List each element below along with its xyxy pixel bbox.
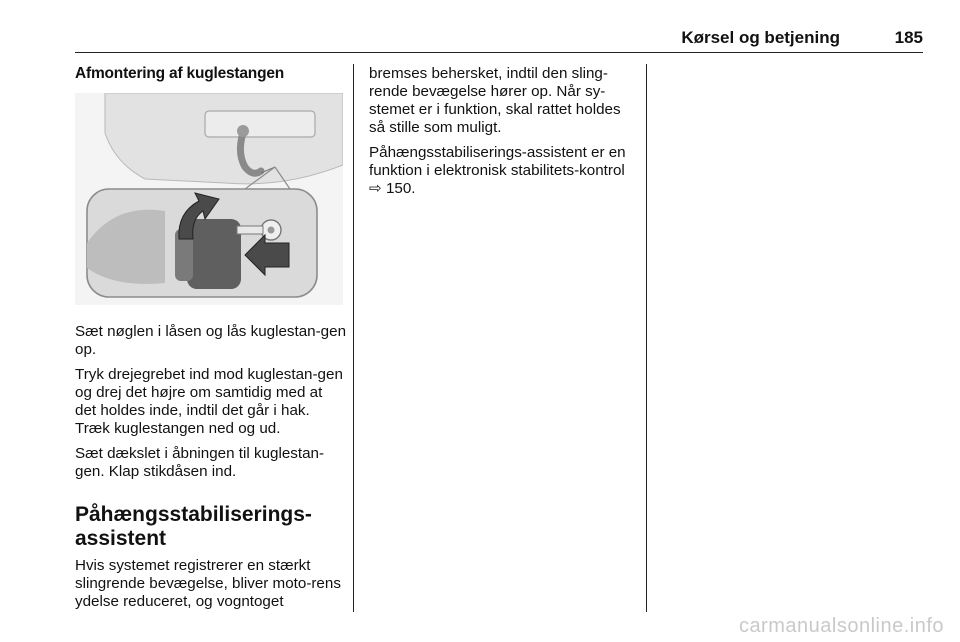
- paragraph: Hvis systemet registrerer en stærkt slingrende bevægelse, bliver moto-rens ydelse reduceret, og vogntoget: [75, 557, 341, 610]
- column-divider: [353, 64, 354, 612]
- column-divider: [646, 64, 647, 612]
- section-heading: Påhængsstabiliserings-assistent: [75, 503, 312, 550]
- paragraph: Tryk drejegrebet ind mod kuglestan-gen og drej det højre om samtidig med at det holdes inde, indtil det går i hak. Træk kuglestangen ned og ud.: [75, 366, 343, 437]
- paragraph: Sæt nøglen i låsen og lås kuglestan-gen op.: [75, 323, 347, 358]
- paragraph: Påhængsstabiliserings-assistent er en funktion i elektronisk stabilitets-kontrol ⇨ 150.: [369, 144, 626, 197]
- tow-bar-removal-illustration: [75, 93, 343, 305]
- paragraph: Sæt dækslet i åbningen til kuglestan-gen. Klap stikdåsen ind.: [75, 445, 325, 480]
- paragraph: bremses behersket, indtil den sling-rende bevægelse hører op. Når sy-stemet er i funktion, skal rattet holdes så stille som muligt.: [369, 65, 621, 136]
- column-middle: [369, 65, 639, 205]
- page-number: 185: [894, 28, 923, 47]
- page-header: [75, 28, 923, 50]
- section-title: Kørsel og betjening: [681, 28, 840, 47]
- watermark: carmanualsonline.info: [738, 615, 944, 637]
- subheading: Afmontering af kuglestangen: [75, 65, 285, 82]
- column-left: [75, 65, 347, 618]
- header-rule: [75, 52, 923, 53]
